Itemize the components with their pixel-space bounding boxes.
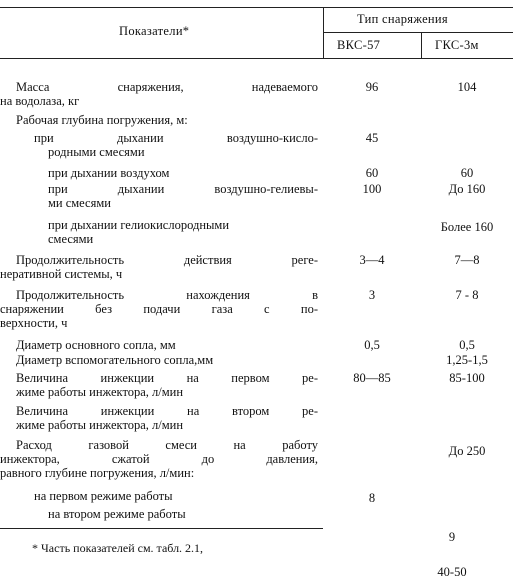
footnote: * Часть показателей см. табл. 2.1, <box>32 541 204 555</box>
header-vertical-rule-2 <box>421 32 422 58</box>
table-bottom-rule <box>0 528 323 529</box>
value-vks57: 3—4 <box>359 253 385 267</box>
row-label-line: ми смесями <box>48 196 111 210</box>
row-label-line: жиме работы инжектора, л/мин <box>16 385 184 399</box>
value-gks3m: До 250 <box>448 444 486 458</box>
row-label-line: инжектора, сжатой до давления, <box>0 452 318 466</box>
value-gks3m: Более 160 <box>440 220 494 234</box>
row-label-line: Расход газовой смеси на работу <box>16 438 318 452</box>
row-label-line: Величина инжекции на втором ре- <box>16 404 318 418</box>
row-label-line: неративной системы, ч <box>0 267 123 281</box>
value-gks3m: 85-100 <box>449 371 485 385</box>
row-label-line: при дыхании воздушно-гелиевы- <box>48 182 318 196</box>
row-label-line: при дыхании воздушно-кисло- <box>34 131 318 145</box>
row-label-line: Продолжительность нахождения в <box>16 288 318 302</box>
row-label-line: на первом режиме работы <box>34 489 173 503</box>
value-vks57: 80—85 <box>353 371 391 385</box>
value-gks3m: До 160 <box>448 182 486 196</box>
row-label-line: снаряжении без подачи газа с по- <box>0 302 318 316</box>
row-label-line: верхности, ч <box>0 316 68 330</box>
row-label-line: Диаметр вспомогательного сопла,мм <box>16 353 214 367</box>
value-vks57: 100 <box>362 182 382 196</box>
value-gks3m: 1,25-1,5 <box>446 353 488 367</box>
header-bottom-rule <box>0 58 513 59</box>
value-gks3m: 7 - 8 <box>455 288 479 302</box>
row-label-line: Масса снаряжения, надеваемого <box>16 80 318 94</box>
value-gks3m: 104 <box>457 80 477 94</box>
row-label-line: Продолжительность действия реге- <box>16 253 318 267</box>
row-label-line: Рабочая глубина погружения, м: <box>16 113 188 127</box>
header-col-gks3m: ГКС-3м <box>435 38 479 52</box>
row-label-line: при дыхании гелиокислородными <box>48 218 230 232</box>
header-indicators: Показатели* <box>119 24 190 38</box>
row-label-line: родными смесями <box>48 145 145 159</box>
row-label-line: при дыхании воздухом <box>48 166 170 180</box>
row-label-line: на водолаза, кг <box>0 94 80 108</box>
value-gks3m: 0,5 <box>459 338 475 352</box>
row-label-line: смесями <box>48 232 94 246</box>
extra-value: 9 <box>448 530 456 544</box>
header-gear-type: Тип снаряжения <box>357 12 448 26</box>
row-label-line: Величина инжекции на первом ре- <box>16 371 318 385</box>
row-label-line: Диаметр основного сопла, мм <box>16 338 176 352</box>
value-vks57: 3 <box>368 288 376 302</box>
row-label-line: жиме работы инжектора, л/мин <box>16 418 184 432</box>
value-gks3m: 7—8 <box>454 253 480 267</box>
header-col-vks57: ВКС-57 <box>337 38 381 52</box>
extra-value: 40-50 <box>437 565 467 579</box>
value-gks3m: 60 <box>460 166 474 180</box>
value-vks57: 0,5 <box>364 338 380 352</box>
value-vks57: 96 <box>365 80 379 94</box>
table-top-rule <box>0 7 513 8</box>
value-vks57: 8 <box>368 491 376 505</box>
row-label-line: на втором режиме работы <box>48 507 186 521</box>
row-label-line: равного глубине погружения, л/мин: <box>0 466 195 480</box>
value-vks57: 60 <box>365 166 379 180</box>
header-subdivider <box>323 32 513 33</box>
value-vks57: 45 <box>365 131 379 145</box>
